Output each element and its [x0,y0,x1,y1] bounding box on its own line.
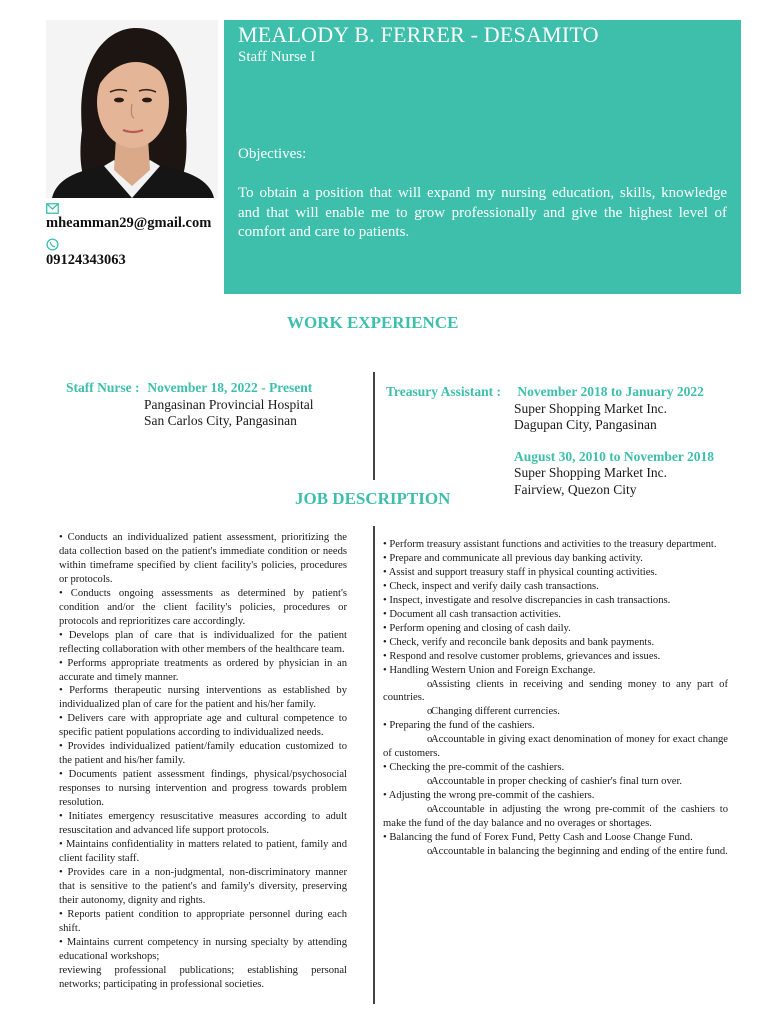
duty-item: • Respond and resolve customer problems, grievances and issues. [383,650,661,662]
job-dates: November 2018 to January 2022 [517,384,704,399]
job-treasury-assistant [386,384,714,498]
job-location: San Carlos City, Pangasinan [144,413,297,428]
job-title: Staff Nurse I [238,49,316,65]
duty-item: • Delivers care with appropriate age and cultural competence to specific patient populations according to individualized needs. [59,713,347,739]
sub-bullet: o [427,776,433,788]
duty-item: • Develops plan of care that is individualized for the patient reflecting collaboration with other members of the healthcare team. [59,629,347,655]
sub-bullet: o [427,804,433,816]
job-label: Treasury Assistant : [386,384,502,399]
treasury-duties-list [383,538,728,859]
nurse-duties-list [59,531,347,991]
duty-item: • Prepare and communicate all previous day banking activity. [383,552,643,564]
duty-item: • Inspect, investigate and resolve discrepancies in cash transactions. [383,594,671,606]
job-description-heading: JOB DESCRIPTION [295,489,451,508]
duty-subitem-text: Assisting clients in receiving and sending money to any part of countries. [383,678,728,704]
duty-item: • Initiates emergency resuscitative measures according to adult resuscitation and advanced life support protocols. [59,811,347,837]
duty-subitem [383,705,728,719]
duty-item: • Handling Western Union and Foreign Exchange. [383,664,596,676]
duty-item: • Documents patient assessment findings, physical/psychosocial responses to nursing intervention and progress towards problem resolution. [59,769,347,809]
sub-bullet: o [427,678,433,690]
sub-bullet: o [427,706,433,718]
sub-bullet: o [427,845,433,857]
contact-info [46,203,226,269]
job-location: Fairview, Quezon City [514,481,637,497]
duty-subitem [383,775,728,789]
duty-item: • Maintains confidentiality in matters related to patient, family and client facility staff. [59,838,347,864]
job-dates: August 30, 2010 to November 2018 [514,448,714,464]
objectives-heading: Objectives: [238,146,307,162]
work-experience-heading: WORK EXPERIENCE [287,313,459,332]
duty-item: • Reports patient condition to appropriate personnel during each shift. [59,908,347,934]
duty-item: • Check, verify and reconcile bank deposits and bank payments. [383,636,655,648]
profile-photo-image [46,20,218,198]
duty-item: • Balancing the fund of Forex Fund, Petty Cash and Loose Change Fund. [383,832,693,844]
job-employer: Super Shopping Market Inc. [514,465,667,480]
duty-subitem-text: Accountable in balancing the beginning and ending of the entire fund. [431,845,728,857]
duty-subitem [383,803,728,831]
duty-item: • Conducts an individualized patient assessment, prioritizing the data collection based on the patient's immediate condition or needs within timeframe specified by client facility's policies, procedures or protocols. [59,532,347,585]
job-employer: Super Shopping Market Inc. [514,400,667,416]
duty-item: • Perform treasury assistant functions and activities to the treasury department. [383,539,717,550]
duty-subitem-text: Accountable in giving exact denomination of money for exact change of customers. [383,734,728,760]
duty-item: • Checking the pre-commit of the cashiers. [383,762,565,774]
job-location: Dagupan City, Pangasinan [514,417,657,432]
job-description-divider [373,526,375,1004]
duty-subitem-text: Accountable in adjusting the wrong pre-commit of the cashiers to make the fund of the day balance and no overages or shortages. [383,804,728,830]
duty-item: • Assist and support treasury staff in physical counting activities. [383,566,658,578]
duty-item: • Provides individualized patient/family education customized to the patient and his/her family. [59,741,347,767]
whatsapp-icon [46,238,59,251]
duty-item: • Provides care in a non-judgmental, non-discriminatory manner that is sensitive to the patient's and family's diversity, preserving their autonomy, dignity and rights. [59,866,347,906]
duty-item: • Perform opening and closing of cash daily. [383,622,571,634]
job-label: Staff Nurse : [66,380,140,395]
sub-bullet: o [427,734,433,746]
duty-subitem [383,678,728,706]
job-employer: Pangasinan Provincial Hospital [144,396,314,412]
duty-subitem-text: Accountable in proper checking of cashier's final turn over. [431,776,683,788]
duty-item: • Maintains current competency in nursing specialty by attending educational workshops; [59,936,347,962]
work-divider [373,372,375,480]
objectives-text: To obtain a position that will expand my nursing education, skills, knowledge and that will enable me to grow professionally and give the highest level of comfort and care to patients. [238,185,727,240]
profile-photo [46,20,218,198]
duty-item: • Check, inspect and verify daily cash transactions. [383,580,599,592]
duty-item: • Document all cash transaction activities. [383,608,561,620]
duty-subitem-text: Changing different currencies. [431,706,560,718]
full-name: MEALODY B. FERRER - DESAMITO [238,22,599,47]
duty-item: • Adjusting the wrong pre-commit of the cashiers. [383,790,595,802]
envelope-icon [46,203,59,214]
header-banner [224,20,741,294]
duty-item: • Preparing the fund of the cashiers. [383,720,535,732]
duty-item: • Performs appropriate treatments as ordered by physician in an accurate and timely manner. [59,657,347,683]
duty-subitem [383,845,728,859]
job-staff-nurse [66,380,313,430]
duty-item: • Conducts ongoing assessments as determined by patient's condition and/or the client facility's policies, procedures or protocols and reprioritizes care accordingly. [59,587,347,627]
phone-number[interactable]: 09124343063 [46,252,126,268]
duty-item: • Performs therapeutic nursing interventions as established by individualized plan of care for the patient and his/her family. [59,685,347,711]
job-dates: November 18, 2022 - Present [147,380,313,395]
email-address[interactable]: mheamman29@gmail.com [46,215,212,231]
duty-subitem [383,733,728,761]
duty-item: reviewing professional publications; establishing personal networks; participating in professional societies. [59,964,347,990]
